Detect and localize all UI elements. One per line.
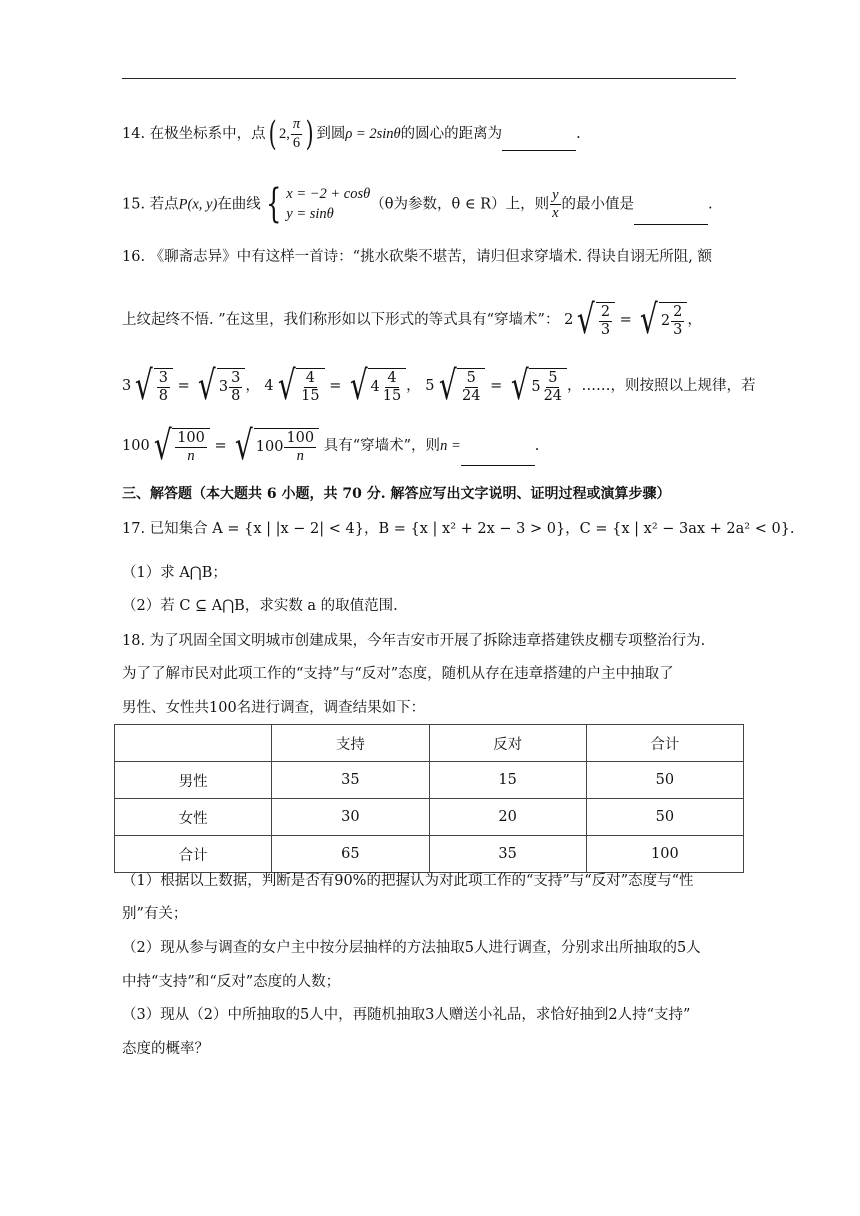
q15-parametric-system: x = −2 + cosθ y = sinθ <box>286 186 371 223</box>
table-row: 男性 35 15 50 <box>115 762 744 799</box>
q14-prefix: 14. 在极坐标系中，点 <box>122 126 266 142</box>
q16-answer-blank <box>461 465 535 466</box>
q15-condition: （θ为参数，θ ∈ R）上，则 <box>370 196 550 213</box>
question-17: 17. 已知集合 A = {x | |x − 2| < 4}，B = {x | x² + 2x − 3 > 0}，C = {x | x² − 3ax + 2a² < 0}. <box>122 521 795 537</box>
table-header-row <box>115 725 744 762</box>
question-16-line2: 上纹起终不悟. ”在这里，我们称形如以下形式的等式具有“穿墙术”： 2 √ $\frac{2}{3}$ = √ 2 $\frac{2}{3}$ ， <box>122 297 702 343</box>
q14-equation: ρ = 2sinθ <box>345 126 401 142</box>
table-row: 女性 30 20 50 <box>115 799 744 836</box>
section-3-heading: 三、解答题（本大题共 6 小题，共 70 分. 解答应写出文字说明、证明过程或演算步骤） <box>122 486 671 502</box>
q14-point-r: 2, <box>278 126 290 142</box>
question-18-part3-line2: 态度的概率？ <box>122 1041 209 1057</box>
wall-formula-2: 3 √ $\frac{3}{8}$ = √ 3 $\frac{3}{8}$ ， <box>122 363 260 409</box>
wall-formula-3: 4 √ $\frac{4}{15}$ = √ 4 $\frac{4}{15}$ ， <box>264 363 421 409</box>
question-18-part3-line1: （3）现从（2）中所抽取的5人中，再随机抽取3人赠送小礼品，求恰好抽到2人持“支持” <box>122 1007 691 1023</box>
survey-table <box>114 724 744 873</box>
q15-mid: 在曲线 <box>217 196 261 213</box>
question-18-line3: 男性、女性共100名进行调查，调查结果如下： <box>122 700 426 716</box>
header-rule <box>122 78 736 79</box>
question-18-line2: 为了了解市民对此项工作的“支持”与“反对”态度，随机从存在违章搭建的户主中抽取了 <box>122 666 674 682</box>
q15-ratio-fraction: $\frac{y}{x}$ <box>552 186 559 221</box>
col-support: 支持 <box>272 725 429 762</box>
q14-suffix: 的圆心的距离为 <box>400 126 503 142</box>
question-17-part2: （2）若 C ⊆ A⋂B，求实数 a 的取值范围. <box>122 598 398 614</box>
q15-answer-blank <box>634 224 708 225</box>
table-row: 合计 65 35 100 <box>115 836 744 873</box>
question-16-line1: 16. 《聊斋志异》中有这样一首诗：“挑水砍柴不堪苦，请归但求穿墙术. 得诀自诩无所阻, 额 <box>122 249 713 265</box>
q14-angle-fraction: $\frac{\pi}{6}$ <box>292 116 301 151</box>
question-14: 14. 在极坐标系中，点( 2, $\frac{\pi}{6}$ ) 到圆ρ = 2sinθ的圆心的距离为 . <box>122 114 581 154</box>
wall-formula-1: 2 √ $\frac{2}{3}$ = √ 2 $\frac{2}{3}$ ， <box>564 297 702 343</box>
question-18-part2-line1: （2）现从参与调查的女户主中按分层抽样的方法抽取5人进行调查，分别求出所抽取的5人 <box>122 940 701 956</box>
question-18-part2-line2: 中持“支持”和“反对”态度的人数； <box>122 974 341 990</box>
wall-formula-100: 100 √ $\frac{100}{n}$ = √ 100 $\frac{100}{n}$ <box>122 438 319 454</box>
q15-point: P(x, y) <box>178 196 218 213</box>
q15-prefix: 15. 若点 <box>122 196 179 213</box>
q15-suffix: 的最小值是 <box>561 196 635 213</box>
question-18-part1-line2: 别”有关； <box>122 906 188 922</box>
question-16-line3: 3 √ $\frac{3}{8}$ = √ 3 $\frac{3}{8}$ ， 4 √ $\frac{4}{15}$ = √ 4 $\frac{4}{15}$ ， 5 √ $\frac{5}{24}$ = √ 5 $\frac{5}{24}$ ，……，则按照以上规律，若 <box>122 363 756 409</box>
question-15: 15. 若点P(x, y)在曲线 { x = −2 + cosθ y = sinθ （θ为参数，θ ∈ R）上，则 $\frac{y}{x}$ 的最小值是 . <box>122 181 713 228</box>
col-total: 合计 <box>586 725 743 762</box>
question-16-line4: 100 √ $\frac{100}{n}$ = √ 100 $\frac{100}{n}$ 具有“穿墙术”，则n = . <box>122 423 540 469</box>
q14-mid: 到圆 <box>316 126 346 142</box>
question-17-part1: （1）求 A⋂B； <box>122 565 227 581</box>
question-18-part1-line1: （1）根据以上数据，判断是否有90%的把握认为对此项工作的“支持”与“反对”态度与“性 <box>122 873 694 889</box>
wall-formula-4: 5 √ $\frac{5}{24}$ = √ 5 $\frac{5}{24}$ <box>425 378 567 394</box>
question-18-line1: 18. 为了巩固全国文明城市创建成果，今年吉安市开展了拆除违章搭建铁皮棚专项整治行为. <box>122 633 706 649</box>
col-oppose: 反对 <box>429 725 586 762</box>
q14-answer-blank <box>502 150 576 151</box>
